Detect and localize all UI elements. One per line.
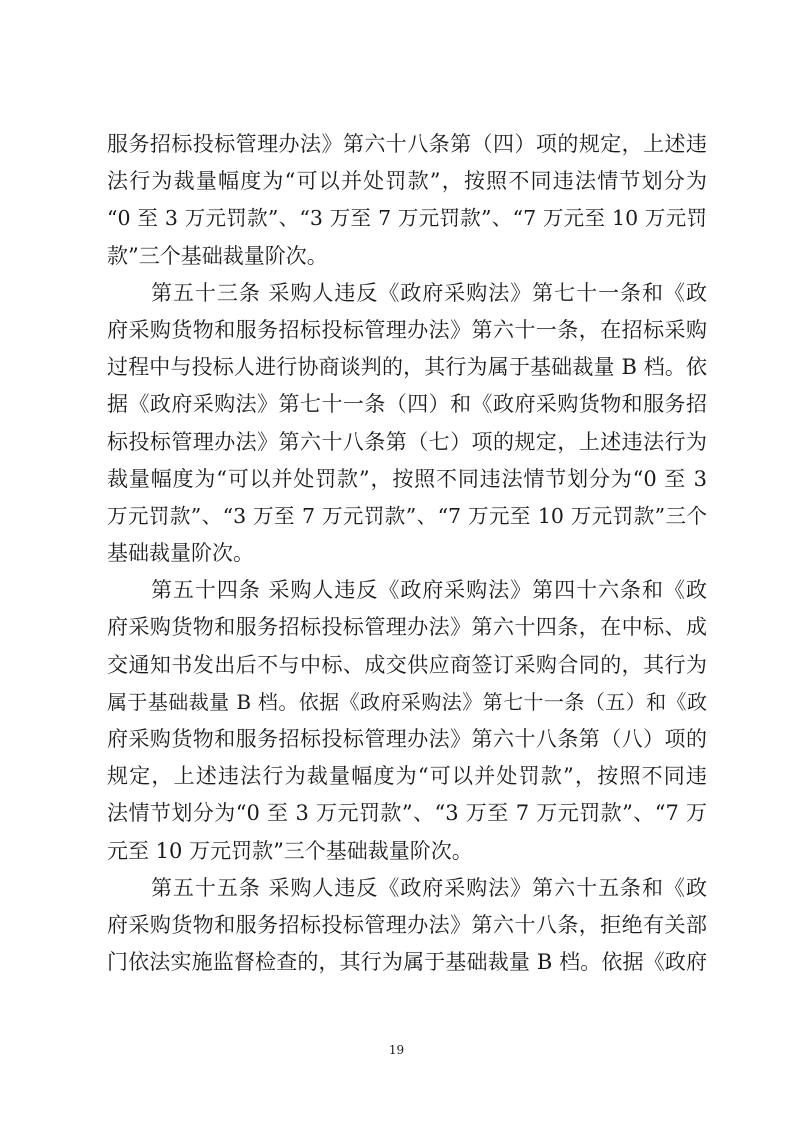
text-line: “0 至 3 万元罚款”、“3 万至 7 万元罚款”、“7 万元至 10 万元罚	[107, 206, 707, 231]
text-line: 交通知书发出后不与中标、成交供应商签订采购合同的，其行为	[107, 652, 707, 677]
text-line: 据《政府采购法》第七十一条（四）和《政府采购货物和服务招	[107, 392, 707, 417]
text-line: 规定，上述违法行为裁量幅度为“可以并处罚款”，按照不同违	[107, 764, 707, 789]
text-line: 款”三个基础裁量阶次。	[107, 243, 328, 268]
text-line: 门依法实施监督检查的，其行为属于基础裁量 B 档。依据《政府	[107, 950, 707, 975]
page-number: 19	[388, 1043, 405, 1057]
text-line: 基础裁量阶次。	[107, 541, 254, 566]
text-line: 属于基础裁量 B 档。依据《政府采购法》第七十一条（五）和《政	[107, 689, 707, 714]
text-line: 第五十五条 采购人违反《政府采购法》第六十五条和《政	[107, 875, 707, 900]
text-line: 府采购货物和服务招标投标管理办法》第六十八条，拒绝有关部	[107, 912, 707, 937]
text-line: 第五十四条 采购人违反《政府采购法》第四十六条和《政	[107, 578, 707, 603]
text-line: 第五十三条 采购人违反《政府采购法》第七十一条和《政	[107, 280, 707, 305]
text-line: 法情节划分为“0 至 3 万元罚款”、“3 万至 7 万元罚款”、“7 万	[107, 801, 707, 826]
text-line: 服务招标投标管理办法》第六十八条第（四）项的规定，上述违	[107, 132, 707, 156]
text-line: 府采购货物和服务招标投标管理办法》第六十八条第（八）项的	[107, 727, 707, 751]
text-line: 元至 10 万元罚款”三个基础裁量阶次。	[107, 838, 473, 863]
text-line: 过程中与投标人进行协商谈判的，其行为属于基础裁量 B 档。依	[107, 355, 707, 380]
text-line: 法行为裁量幅度为“可以并处罚款”，按照不同违法情节划分为	[107, 169, 707, 194]
text-line: 裁量幅度为“可以并处罚款”，按照不同违法情节划分为“0 至 3	[107, 466, 707, 491]
text-line: 府采购货物和服务招标投标管理办法》第六十四条，在中标、成	[107, 615, 707, 640]
text-line: 府采购货物和服务招标投标管理办法》第六十一条，在招标采购	[107, 317, 707, 342]
text-line: 标投标管理办法》第六十八条第（七）项的规定，上述违法行为	[107, 429, 707, 454]
body-text	[107, 126, 707, 981]
text-line: 万元罚款”、“3 万至 7 万元罚款”、“7 万元至 10 万元罚款”三个	[107, 503, 707, 528]
